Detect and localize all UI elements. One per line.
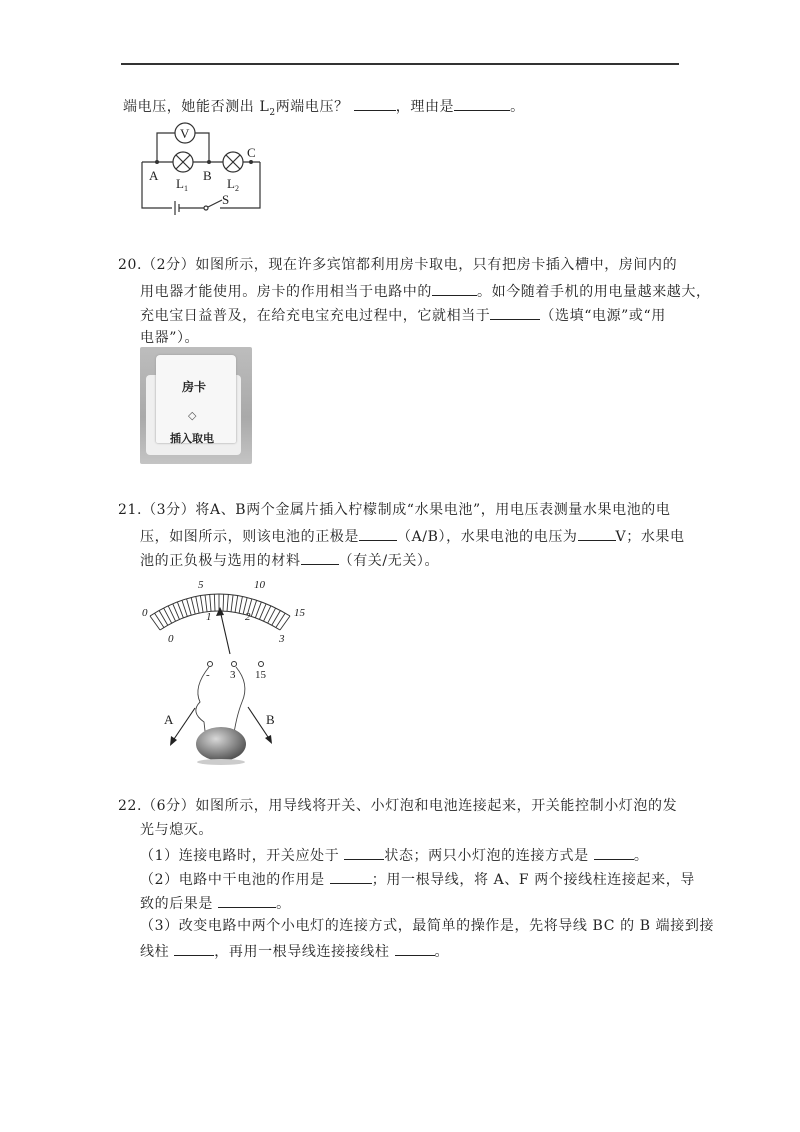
question-score: （3分）	[142, 502, 196, 518]
q22-part-1	[140, 845, 648, 865]
voltmeter-label: V	[180, 126, 190, 141]
arrow-b-icon	[265, 735, 272, 744]
answer-blank[interactable]	[395, 941, 435, 956]
q22-line-2	[140, 821, 213, 839]
q22-text: （3）改变电路中两个小电灯的连接方式，最简单的操作是，先将导线 BC 的 B 端接到接	[140, 918, 715, 934]
q22-text: （2）电路中干电池的作用是	[140, 872, 330, 888]
q22-part-2-cont	[140, 893, 291, 913]
q22-text: 如图所示，用导线将开关、小灯泡和电池连接起来，开关能控制小灯泡的发	[195, 798, 678, 814]
lamp-l2-label: $L_2$	[227, 176, 239, 193]
subscript: 2	[269, 107, 276, 118]
q19-text: 。	[510, 99, 525, 115]
q22-part-3-cont	[140, 941, 449, 961]
q22-text: （1）连接电路时，开关应处于	[140, 848, 345, 864]
q22-part-2	[140, 869, 695, 889]
q20-text: 电器”）。	[140, 330, 200, 346]
question-number: 22.	[118, 798, 143, 814]
room-card-photo	[140, 347, 252, 464]
question-score: （6分）	[142, 798, 196, 814]
q20-line-3	[140, 305, 666, 325]
lower-scale-3: 3	[279, 633, 285, 645]
voltmeter-lemon-diagram	[138, 572, 308, 772]
q20-text: （选填“电源”或“用	[540, 308, 666, 324]
q21-line-1	[118, 501, 671, 519]
upper-scale-10: 10	[254, 579, 265, 591]
answer-blank[interactable]	[594, 845, 634, 860]
lower-scale-1: 1	[206, 611, 212, 623]
answer-blank[interactable]	[174, 941, 214, 956]
terminal-negative: -	[206, 669, 210, 681]
answer-blank[interactable]	[454, 96, 510, 111]
answer-blank[interactable]	[578, 526, 616, 541]
q22-text: 。	[276, 896, 291, 912]
answer-blank[interactable]	[354, 96, 396, 111]
q19-text: 端电压，她能否测出 L	[123, 99, 270, 115]
answer-blank[interactable]	[432, 281, 477, 296]
q21-line-3	[140, 550, 439, 570]
q20-text: 用电器才能使用。房卡的作用相当于电路中的	[140, 284, 432, 300]
answer-blank[interactable]	[330, 869, 372, 884]
q20-text: 充电宝日益普及，在给充电宝充电过程中，它就相当于	[140, 308, 491, 324]
answer-blank[interactable]	[490, 305, 540, 320]
q22-text: ，再用一根导线连接接线柱	[214, 944, 395, 960]
answer-blank[interactable]	[301, 550, 339, 565]
slot-label: 插入取电	[170, 432, 214, 445]
circuit-diagram-voltmeter	[130, 120, 280, 220]
q22-text: 光与熄灭。	[140, 822, 213, 838]
q21-text: 将A、B两个金属片插入柠檬制成“水果电池”，用电压表测量水果电池的电	[195, 502, 671, 518]
node-c-label: C	[247, 145, 256, 160]
q21-text: 池的正负极与选用的材料	[140, 553, 301, 569]
q22-text: 。	[633, 848, 649, 864]
q20-line-2	[140, 281, 711, 301]
q20-line-4	[140, 329, 199, 347]
q20-text: 如图所示，现在许多宾馆都利用房卡取电，只有把房卡插入槽中，房间内的	[195, 257, 678, 273]
q22-line-1	[118, 797, 677, 815]
lead-a-label: A	[164, 712, 174, 727]
q20-text: 。如今随着手机的用电量越来越大，	[477, 284, 711, 300]
lower-scale-0: 0	[168, 633, 174, 645]
terminal-3v: 3	[230, 669, 236, 681]
answer-blank[interactable]	[359, 526, 397, 541]
insert-arrow-icon: ◇	[188, 409, 197, 422]
card-label: 房卡	[182, 380, 207, 394]
upper-scale-0: 0	[142, 607, 148, 619]
answer-blank[interactable]	[218, 893, 276, 908]
lemon-image	[196, 727, 246, 761]
lamp-l1-label: $L_1$	[176, 176, 188, 193]
answer-blank[interactable]	[344, 845, 384, 860]
q19-text: ，理由是	[395, 99, 455, 115]
q21-text: 压，如图所示，则该电池的正极是	[140, 529, 359, 545]
q22-text: 。	[434, 944, 450, 960]
q19-question-line	[123, 96, 525, 122]
q21-text: （有关/无关）。	[338, 553, 440, 569]
lead-b-label: B	[266, 712, 275, 727]
switch-label: S	[222, 192, 230, 207]
header-rule	[121, 63, 679, 65]
node-a-label: A	[149, 168, 159, 183]
q21-line-2	[140, 526, 685, 546]
q22-text: 状态；两只小灯泡的连接方式是	[384, 848, 594, 864]
question-score: （2分）	[142, 257, 196, 273]
q19-text: 两端电压？	[275, 99, 349, 115]
q22-text: 线柱	[140, 944, 175, 960]
lower-scale-2: 2	[245, 611, 251, 623]
q20-line-1	[118, 256, 677, 274]
upper-scale-5: 5	[198, 579, 204, 591]
q21-text: V；水果电	[615, 529, 685, 545]
q21-text: （A/B），水果电池的电压为	[397, 529, 578, 545]
terminal-15v: 15	[255, 669, 266, 681]
q22-part-3	[140, 917, 714, 935]
question-number: 21.	[118, 502, 143, 518]
q22-text: 致的后果是	[140, 896, 219, 912]
node-b-label: B	[203, 168, 212, 183]
q22-text: ；用一根导线，将 A、F 两个接线柱连接起来，导	[371, 872, 695, 888]
arrow-a-icon	[170, 736, 177, 746]
upper-scale-15: 15	[294, 607, 305, 619]
question-number: 20.	[118, 257, 143, 273]
